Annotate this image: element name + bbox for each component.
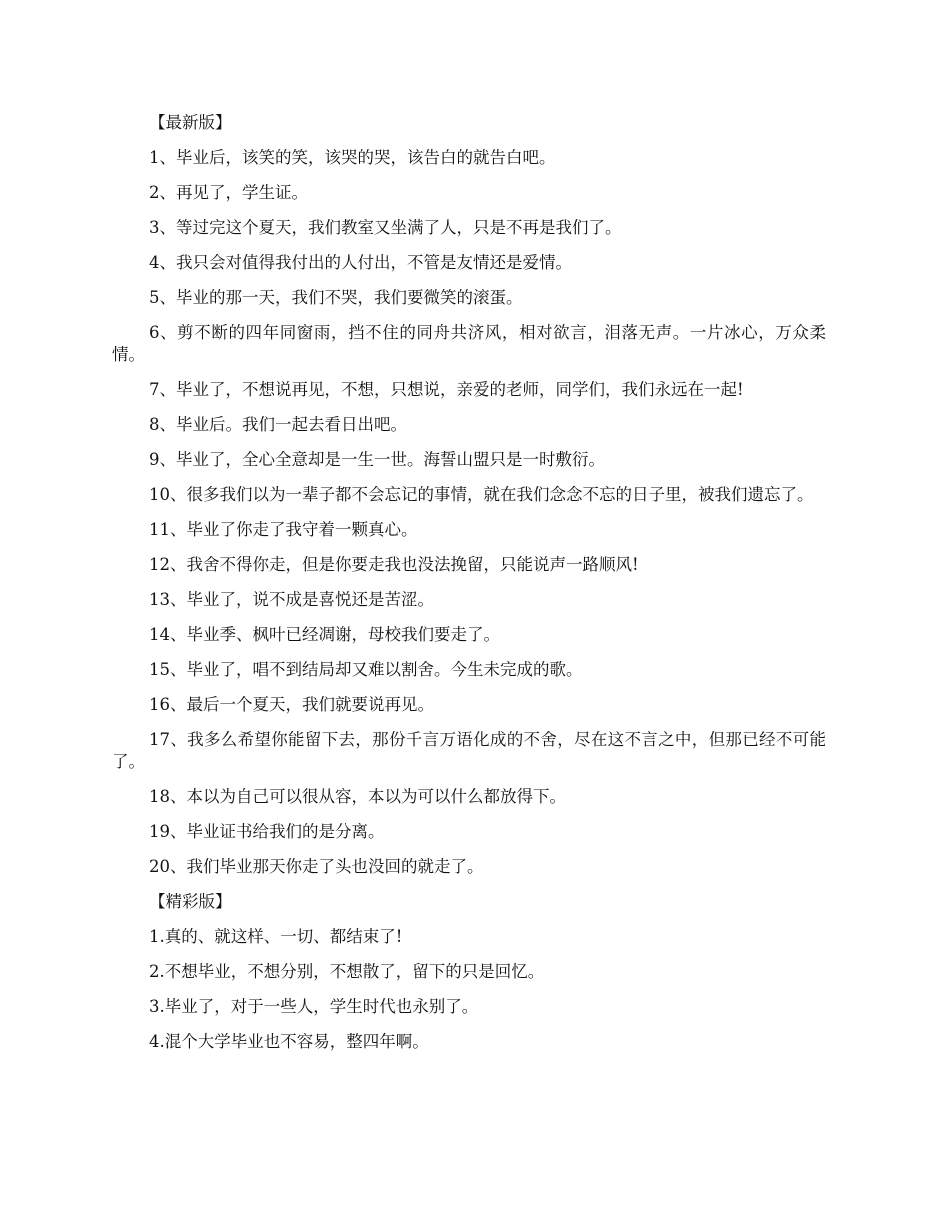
list-item: 8、毕业后。我们一起去看日出吧。: [149, 415, 407, 434]
list-item: 19、毕业证书给我们的是分离。: [149, 822, 385, 841]
list-item: 1、毕业后，该笑的笑，该哭的哭，该告白的就告白吧。: [149, 148, 556, 167]
list-item: 3、等过完这个夏天，我们教室又坐满了人，只是不再是我们了。: [149, 218, 622, 237]
list-item: 20、我们毕业那天你走了头也没回的就走了。: [149, 857, 484, 876]
list-item: 11、毕业了你走了我守着一颗真心。: [149, 520, 418, 539]
list-item: 5、毕业的那一天，我们不哭，我们要微笑的滚蛋。: [149, 288, 523, 307]
section-latest-list: [112, 147, 826, 878]
section-featured-list: [112, 926, 826, 1053]
list-item: 4、我只会对值得我付出的人付出，不管是友情还是爱情。: [149, 253, 572, 272]
list-item: 18、本以为自己可以很从容，本以为可以什么都放得下。: [149, 787, 566, 806]
list-item: 4.混个大学毕业也不容易，整四年啊。: [149, 1032, 429, 1051]
list-item: 2.不想毕业，不想分别，不想散了，留下的只是回忆。: [149, 962, 545, 981]
section-heading-featured: 【精彩版】: [149, 892, 232, 911]
list-item: 17、我多么希望你能留下去，那份千言万语化成的不舍，尽在这不言之中，但那已经不可能了。: [112, 730, 826, 771]
list-item: 1.真的、就这样、一切、都结束了!: [149, 927, 403, 946]
list-item: 6、剪不断的四年同窗雨，挡不住的同舟共济风，相对欲言，泪落无声。一片冰心，万众柔情。: [112, 323, 826, 364]
document-page: [112, 112, 826, 1066]
list-item: 14、毕业季、枫叶已经凋谢，母校我们要走了。: [149, 625, 500, 644]
list-item: 7、毕业了，不想说再见，不想，只想说，亲爱的老师，同学们，我们永远在一起!: [149, 380, 744, 399]
list-item: 13、毕业了，说不成是喜悦还是苦涩。: [149, 590, 434, 609]
list-item: 12、我舍不得你走，但是你要走我也没法挽留，只能说声一路顺风!: [149, 555, 639, 574]
section-heading-latest: 【最新版】: [149, 113, 232, 132]
list-item: 10、很多我们以为一辈子都不会忘记的事情，就在我们念念不忘的日子里，被我们遗忘了。: [149, 485, 814, 504]
list-item: 15、毕业了，唱不到结局却又难以割舍。今生未完成的歌。: [149, 660, 583, 679]
list-item: 16、最后一个夏天，我们就要说再见。: [149, 695, 434, 714]
list-item: 9、毕业了，全心全意却是一生一世。海誓山盟只是一时敷衍。: [149, 450, 605, 469]
list-item: 2、再见了，学生证。: [149, 183, 308, 202]
list-item: 3.毕业了，对于一些人，学生时代也永别了。: [149, 997, 479, 1016]
